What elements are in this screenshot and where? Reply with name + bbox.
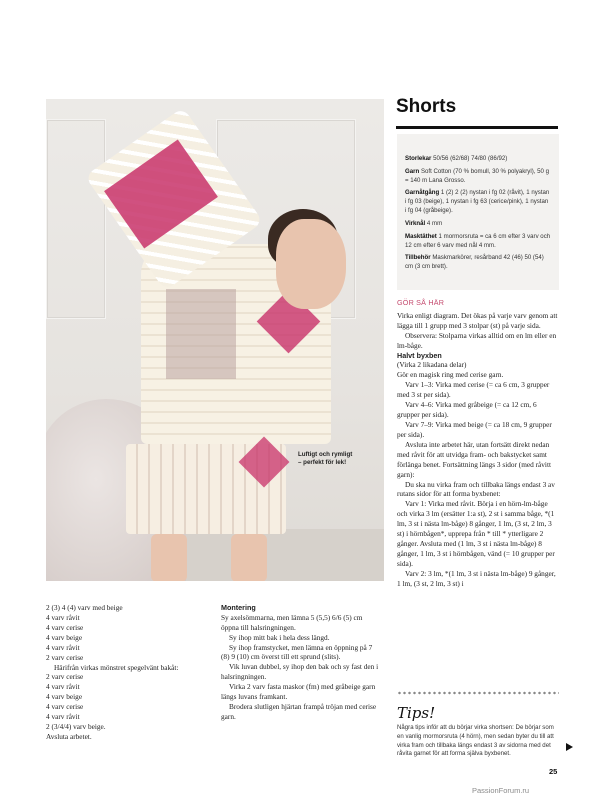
baby-face [276,219,346,309]
spec-text: Soft Cotton (70 % bomull, 30 % polyakryl), 50 g = 140 m Lana Grosso. [405,167,549,184]
spec-label: Tillbehör [405,254,431,262]
spec-text: 50/56 (62/68) 74/80 (86/92) [433,155,508,162]
continue-arrow-icon [566,743,573,751]
dotted-divider [397,690,559,696]
row-line: 4 varv cerise [46,622,84,632]
tips-title: Tips! [397,704,436,722]
hero-photo [46,99,384,581]
assembly-column [221,603,381,722]
paragraph: Sy axelsömmarna, men lämna 5 (5,5) 6/6 (5) cm öppna till halsringningen. [221,612,363,632]
row-line: 4 varv råvit [46,712,80,722]
row-line: 2 varv cerise [46,652,84,662]
wall-panel [46,119,106,319]
row-line: 2 varv cerise [46,672,84,682]
spec-text: 1 (2) 2 (2) nystan i fg 02 (råvit), 1 nystan i fg 03 (beige), 1 nystan i fg 63 (cerice/pink), 1 nystan i fg 04 (gråbeige). [405,189,550,215]
spec-label: Garn [405,167,420,175]
row-line: 2 (3/4/4) varv beige. [46,722,106,732]
baby-leg [151,534,187,581]
row-line: 4 varv råvit [46,682,80,692]
page-title: Shorts [396,96,457,117]
paragraph: Varv 7–9: Virka med beige (= ca 18 cm, 9 grupper per sida). [397,420,552,439]
row-line: Avsluta arbetet. [46,731,92,741]
row-line: 4 varv råvit [46,612,80,622]
paragraph: Gör en magisk ring med cerise garn. [397,370,504,380]
section-heading: Halvt byxben [397,350,442,360]
spec-item [405,189,551,215]
spec-item [405,254,551,272]
photo-caption [298,451,378,468]
spec-item [405,220,551,229]
watermark: PassionForum.ru [472,786,530,795]
spec-item [405,168,551,186]
how-to-heading: GÖR SÅ HÄR [397,298,445,307]
row-line: 4 varv cerise [46,702,84,712]
section-heading: Montering [221,603,256,612]
paragraph: Vik luvan dubbel, sy ihop den bak och sy fast den i halsringningen. [221,662,379,682]
paragraph: Observera: Stolparna virkas alltid om en lm eller en lm-båge. [397,330,557,350]
paragraph: Du ska nu virka fram och tillbaka längs endast 3 av rutans sidor för att forma byxbenet: [397,479,555,499]
baby-leg [231,534,267,581]
jacket-mauve-square [166,289,236,379]
paragraph: Virka enligt diagram. Det ökas på varje varv genom att lägga till 1 grupp med 3 stolpar (st) på varje sida. [397,311,558,330]
caption-line: – perfekt för lek! [298,459,347,467]
row-line: 4 varv beige [46,632,83,642]
row-line: 4 varv råvit [46,642,80,652]
paragraph: Varv 1: Virka med råvit. Börja i en hörn-lm-båge och virka 3 lm (ersätter 1:a st), 2 st i samma båge, *(1 lm, 3 st i nästa lm-båge) 8 gånger, 1 lm, (3 st, 2 lm, 3 st) i hörnbågen*, upprepa från * till * ytterligare 2 gånger. Avsluta med (1 lm, 3 st i nästa lm-båge) 8 gånger, 1 lm, 3 st i hörnbågen, vänd (= 10 grupper per sida). [397,499,555,568]
spec-item [405,233,551,251]
spec-label: Virknål [405,219,426,227]
row-line: 2 (3) 4 (4) varv med beige [46,603,123,612]
paragraph: Varv 1–3: Virka med cerise (= ca 6 cm, 3 grupper med 3 st per sida). [397,380,550,400]
paragraph: (Virka 2 likadana delar) [397,360,467,370]
spec-text: 4 mm [426,219,443,227]
spec-text: 1 mormorsruta = ca 6 cm efter 3 varv och 12 cm efter 6 varv med nål 4 mm. [405,232,551,249]
instructions-right-column [397,311,559,589]
paragraph: Virka 2 varv fasta maskor (fm) med gråbeige garn längs luvans framkant. [221,682,376,702]
paragraph: Varv 2: 3 lm, *(1 lm, 3 st i nästa lm-båge) 9 gånger, 1 lm, (3 st, 2 lm, 3 st) i [397,568,556,588]
tips-text: Några tips inför att du börjar virka shortsen: De börjar som en vanlig mormorsruta (4 hörn), men sedan byter du till att virka fram och tillbaka längs endast 3 av sidorna med det råvita garnet för att forma själva byxbenet. [397,724,554,758]
paragraph: Brodera slutligen hjärtan frampå tröjan med cerise garn. [221,702,377,721]
caption-line: Luftigt och rymligt [298,451,353,458]
instructions-left-column [46,603,206,742]
spec-label: Storlekar [405,155,432,162]
paragraph: Avsluta inte arbetet här, utan fortsätt direkt nedan med råvit för att utvidga fram- och bakstycket samt förlänga benet. Fortsättning längs 3 sidor (med råvitt garn): [397,439,552,479]
paragraph: Sy ihop mitt bak i hela dess längd. [229,632,330,642]
spec-item [405,155,551,164]
row-line: 4 varv beige [46,692,83,702]
spec-label: Garnåtgång [405,189,440,197]
row-line: Härifrån virkas mönstret spegelvänt bakåt: [54,662,179,672]
spec-text: Maskmarkörer, resårband 42 (46) 50 (54) cm (3 cm brett). [405,254,544,271]
page-number: 25 [549,767,558,776]
spec-label: Masktäthet [405,232,437,240]
title-rule [396,126,558,129]
paragraph: Sy ihop framstycket, men lämna en öppning på 7 (8) 9 (10) cm överst till ett sprund (slits). [221,642,373,662]
specs-box [397,134,559,290]
paragraph: Varv 4–6: Virka med gråbeige (= ca 12 cm, 6 grupper per sida). [397,400,537,420]
